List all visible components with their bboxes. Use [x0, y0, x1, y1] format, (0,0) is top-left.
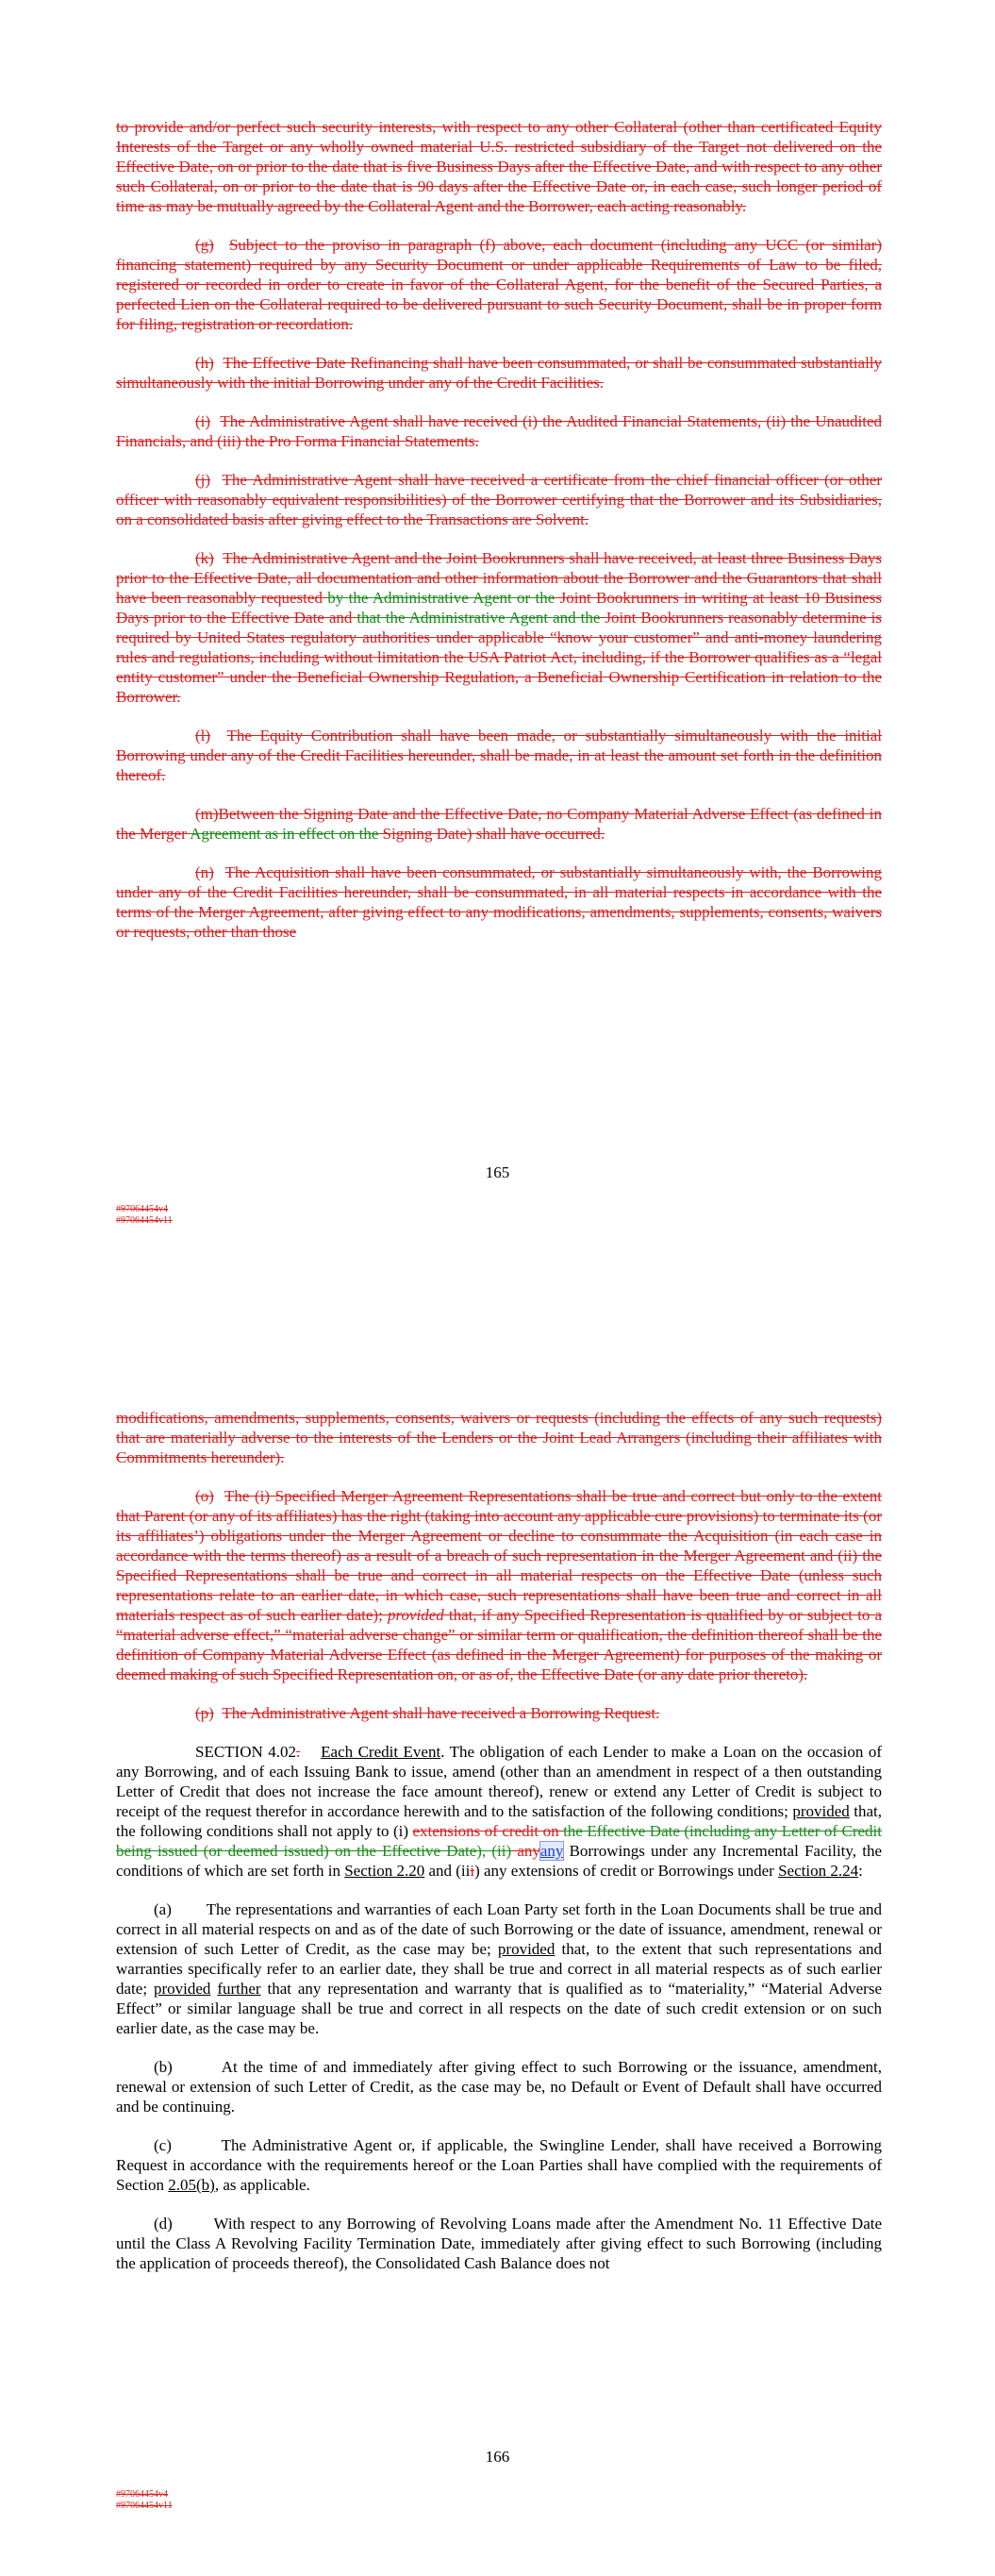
page-number: 166: [485, 2448, 510, 2466]
page-166-body: [116, 1408, 882, 2273]
label-n: (n): [195, 863, 214, 881]
footer-doc-id-new: #97064454v11: [116, 2501, 173, 2511]
paragraph-p: (p) The Administrative Agent shall have received a Borrowing Request.: [195, 1704, 660, 1722]
paragraph-k: (k) The Administrative Agent and the Joint Bookrunners shall have received, at least three Business Days prior to the Effective Date, all documentation and other information about the Borrower and the Guarantors that shall have been reasonably requested by the Administrative Agent or the Joint Bookrunners in writing at least 10 Business Days prior to the Effective Date and that the Administrative Agent and the Joint Bookrunners reasonably determine is required by United States regulatory authorities under applicable “know your customer” and anti-money laundering rules and regulations, including without limitation the USA Patriot Act, including, if the Borrower qualifies as a “legal entity customer” under the Beneficial Ownership Regulation, a Beneficial Ownership Certification in relation to the Borrower.: [116, 549, 883, 706]
label-a: (a): [154, 1900, 172, 1918]
paragraph-h: (h) The Effective Date Refinancing shall have been consummated, or shall be consummated substantially simultaneously with the initial Borrowing under any of the Credit Facilities.: [116, 354, 883, 392]
label-d: (d): [154, 2215, 173, 2233]
section-4-02: SECTION 4.02. Each Credit Event. The obligation of each Lender to make a Loan on the occasion of any Borrowing, and of each Issuing Bank to issue, amend (other than an amendment in respect of a then outstanding Letter of Credit that does not increase the face amount thereof), renew or extend any Letter of Credit is subject to receipt of the request therefor in accordance herewith and to the satisfaction of the following conditions; provided that, the following conditions shall not apply to (i) extensions of credit on the Effective Date (including any Letter of Credit being issued (or deemed issued) on the Effective Date), (ii) anyany Borrowings under any Incremental Facility, the conditions of which are set forth in Section 2.20 and (iii) any extensions of credit or Borrowings under Section 2.24:: [116, 1743, 882, 1880]
label-g: (g): [195, 236, 214, 254]
label-i: (i): [195, 412, 211, 430]
page-166: [0, 1293, 995, 2576]
paragraph-m: (m)Between the Signing Date and the Effective Date, no Company Material Adverse Effect (as defined in the Merger Agreement as in effect on the Signing Date) shall have occurred.: [116, 805, 882, 843]
section-reference: Section 2.20: [344, 1862, 425, 1880]
paragraph-l: (l) The Equity Contribution shall have been made, or substantially simultaneously with the initial Borrowing under any of the Credit Facilities hereunder, shall be made, in at least the amount set forth in the definition thereof.: [116, 727, 882, 784]
paragraph-continuation: modifications, amendments, supplements, consents, waivers or requests (including the effects of any such requests) that are materially adverse to the interests of the Lenders or the Joint Lead Arrangers (including their affiliates with Commitments hereunder).: [116, 1409, 882, 1466]
paragraph-i: (i) The Administrative Agent shall have received (i) the Audited Financial Statements, (ii) the Unaudited Financials, and (iii) the Pro Forma Financial Statements.: [116, 412, 883, 450]
moved-text: by the Administrative Agent or the: [327, 589, 556, 607]
inserted-text: any: [539, 1842, 564, 1860]
paragraph-c: (c) The Administrative Agent or, if applicable, the Swingline Lender, shall have received a Borrowing Request in accordance with the requirements hereof or the Loan Parties shall have complied with the requirements of Section 2.05(b), as applicable.: [116, 2136, 882, 2194]
paragraph-continuation: to provide and/or perfect such security interests, with respect to any other Collateral (other than certificated Equity Interests of the Target or any wholly owned material U.S. restricted subsidiary of the Target not delivered on the Effective Date, on or prior to the date that is five Business Days after the Effective Date, and with respect to any other such Collateral, on or prior to the date that is 90 days after the Effective Date or, in each case, such longer period of time as may be mutually agreed by the Collateral Agent and the Borrower, each acting reasonably.: [116, 118, 882, 215]
page-number: 165: [485, 1163, 510, 1181]
label-c: (c): [154, 2136, 172, 2154]
page-165-body: [116, 117, 882, 942]
paragraph-a: (a) The representations and warranties of each Loan Party set forth in the Loan Documents shall be true and correct in all material respects on and as of the date of such Borrowing or the date of issuance, amendment, renewal or extension of such Letter of Credit, as the case may be; provided that, to the extent that such representations and warranties specifically refer to an earlier date, they shall be true and correct in all material respects as of such earlier date; provided further that any representation and warranty that is qualified as to “materiality,” “Material Adverse Effect” or similar language shall be true and correct in all respects on the date of such credit extension or on such earlier date, as the case may be.: [116, 1900, 883, 2037]
label-p: (p): [195, 1704, 214, 1722]
moved-text: that the Administrative Agent and the: [357, 609, 601, 627]
footer-doc-id-old: #97064454v4: [116, 2489, 168, 2500]
label-h: (h): [195, 354, 214, 372]
moved-text: Agreement as in effect on the: [190, 825, 379, 843]
paragraph-n: (n) The Acquisition shall have been consummated, or substantially simultaneously with, the Borrowing under any of the Credit Facilities hereunder, shall be consummated, in all material respects in accordance with the terms of the Merger Agreement, after giving effect to any modifications, amendments, supplements, consents, waivers or requests, other than those: [116, 863, 882, 941]
label-l: (l): [195, 727, 211, 744]
label-j: (j): [195, 471, 211, 489]
label-b: (b): [154, 2058, 173, 2076]
section-reference: 2.05(b): [168, 2176, 215, 2194]
paragraph-d: (d) With respect to any Borrowing of Revolving Loans made after the Amendment No. 11 Effective Date until the Class A Revolving Facility Termination Date, immediately after giving effect to such Borrowing (including the application of proceeds thereof), the Consolidated Cash Balance does not: [116, 2215, 883, 2272]
footer-doc-id-old: #97064454v4: [116, 1204, 168, 1214]
section-title: Each Credit Event: [321, 1743, 441, 1761]
paragraph-o: (o) The (i) Specified Merger Agreement Representations shall be true and correct but only to the extent that Parent (or any of its affiliates) has the right (taking into account any applicable cure provisions) to terminate its (or its affiliates’) obligations under the Merger Agreement or decline to consummate the Acquisition (in each case in accordance with the terms thereof) as a result of a breach of such representation in the Merger Agreement and (ii) the Specified Representations shall be true and correct in all material respects on the Effective Date (unless such representations relate to an earlier date, in which case, such representations shall have been true and correct in all materials respect as of such earlier date); provided that, if any Specified Representation is qualified by or subject to a “material adverse effect,” “material adverse change” or similar term or qualification, the definition thereof shall be the definition of Company Material Adverse Effect (as defined in the Merger Agreement) for purposes of the making or deemed making of such Specified Representation on, or as of, the Effective Date (or any date prior thereto).: [116, 1487, 883, 1683]
moved-text: the Effective Date (including any Letter of Credit being issued (or deemed issued) on the Effective Date), (ii): [116, 1822, 882, 1860]
paragraph-j: (j) The Administrative Agent shall have received a certificate from the chief financial officer (or other officer with reasonably equivalent responsibilities) of the Borrower certifying that the Borrower and its Subsidiaries, on a consolidated basis after giving effect to the Transactions are Solvent.: [116, 471, 882, 528]
section-reference: Section 2.24: [778, 1862, 859, 1880]
paragraph-g: (g) Subject to the proviso in paragraph (f) above, each document (including any UCC (or similar) financing statement) required by any Security Document or under applicable Requirements of Law to be filed, registered or recorded in order to create in favor of the Collateral Agent, for the benefit of the Secured Parties, a perfected Lien on the Collateral required to be delivered pursuant to such Security Document, shall be in proper form for filing, registration or recordation.: [116, 236, 882, 333]
label-o: (o): [195, 1487, 214, 1505]
section-heading: SECTION 4.02: [195, 1743, 296, 1761]
footer-doc-id-new: #97064454v11: [116, 1215, 173, 1226]
paragraph-b: (b) At the time of and immediately after giving effect to such Borrowing or the issuance, amendment, renewal or extension of such Letter of Credit, as the case may be, no Default or Event of Default shall have occurred and be continuing.: [116, 2058, 882, 2116]
label-k: (k): [195, 549, 214, 567]
label-m: (m): [195, 805, 219, 823]
